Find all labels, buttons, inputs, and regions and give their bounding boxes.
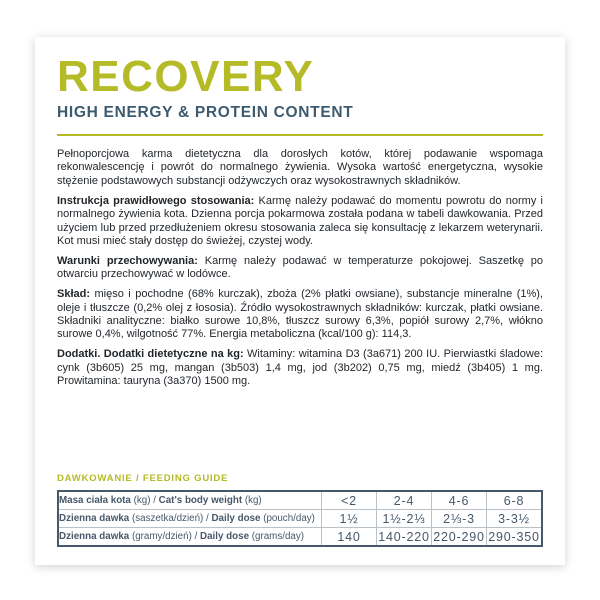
- value-cell: 140: [322, 528, 377, 547]
- page-subtitle: HIGH ENERGY & PROTEIN CONTENT: [57, 104, 354, 121]
- label-note-pl: (saszetka/dzień) /: [129, 513, 212, 524]
- paragraph-lead: Skład:: [57, 288, 91, 301]
- value-cell: 140-220: [377, 528, 432, 547]
- product-label-card: [35, 37, 565, 565]
- page-title: RECOVERY: [57, 52, 315, 101]
- paragraph-usage-instructions: [57, 195, 543, 249]
- label-pl: Dzienna dawka: [59, 531, 130, 542]
- paragraph-lead: Warunki przechowywania:: [57, 254, 198, 267]
- paragraph-additives: [57, 348, 543, 388]
- label-note-en: (kg): [242, 495, 262, 506]
- label-note-en: (pouch/day): [260, 513, 315, 524]
- label-pl: Dzienna dawka: [59, 513, 130, 524]
- value-cell: 1½-2⅓: [377, 510, 432, 528]
- value-cell: 6-8: [487, 491, 543, 510]
- value-cell: 1½: [322, 510, 377, 528]
- paragraph-storage-conditions: [57, 255, 543, 282]
- value-cell: 2⅓-3: [432, 510, 487, 528]
- label-note-pl: (kg) /: [130, 495, 159, 506]
- value-cell: 220-290: [432, 528, 487, 547]
- table-row-daily-dose-grams: [58, 528, 542, 547]
- label-pl: Masa ciała kota: [59, 495, 131, 506]
- feeding-guide-heading: DAWKOWANIE / FEEDING GUIDE: [57, 473, 229, 484]
- paragraph-lead: Dodatki. Dodatki dietetyczne na kg:: [57, 348, 244, 361]
- label-note-en: (grams/day): [249, 531, 305, 542]
- feeding-guide-table: [57, 490, 543, 547]
- paragraph-composition: [57, 288, 543, 342]
- row-label-cell: [58, 491, 322, 510]
- label-en: Daily dose: [200, 531, 250, 542]
- paragraph-text: Pełnoporcjowa karma dietetyczna dla dorosłych kotów, której podawanie wspomaga rekonwalescencję i powrót do normalnego żywienia. Wysoka wartość energetyczna, wysokie stężenie podstawowych substancji odżywczych oraz wysokostrawnych składników.: [57, 148, 543, 187]
- paragraph-text: Karmę należy podawać do momentu powrotu do normy i normalnego żywienia kota. Dzienna porcja pokarmowa została podana w tabeli dawkowania. Przed użyciem lub przed przedłużeniem okresu stosowania zaleca się konsultację z lekarzem weterynarii. Kot musi mieć stały dostęp do świeżej, czystej wody.: [57, 194, 543, 247]
- label-note-pl: (gramy/dzień) /: [129, 531, 201, 542]
- value-cell: 2-4: [377, 491, 432, 510]
- divider-line: [57, 134, 543, 136]
- paragraph-text: Karmę należy podawać w temperaturze pokojowej. Saszetkę po otwarciu przechowywać w lodówce.: [57, 254, 544, 281]
- value-cell: <2: [322, 491, 377, 510]
- paragraph-text: mięso i pochodne (68% kurczak), zboża (2% płatki owsiane), substancje mineralne (1%), oleje i tłuszcze (0,2% olej z łososia). Źródło wysokostrawnych składników: kurczak, płatki owsiane. Składniki analityczne: białko surowe 10,8%, tłuszcz surowy 6,3%, popiół surowy 2,7%, włókno surowe 0,4%, wilgotność 77%. Energia metaboliczna (kcal/100 g): 114,3.: [57, 288, 543, 341]
- label-en: Daily dose: [211, 513, 261, 524]
- label-en: Cat's body weight: [158, 495, 243, 506]
- paragraph-text: Witaminy: witamina D3 (3a671) 200 IU. Pierwiastki śladowe: cynk (3b605) 25 mg, mangan (3b503) 1,4 mg, jod (3b202) 0,75 mg, miedź (3b405) 1 mg. Prowitamina: tauryna (3a370) 1500 mg.: [57, 348, 543, 388]
- paragraph-description: [57, 148, 543, 188]
- feeding-guide-section: [57, 473, 543, 547]
- table-row-body-weight: [58, 491, 542, 510]
- value-cell: 3-3½: [487, 510, 543, 528]
- value-cell: 290-350: [487, 528, 543, 547]
- row-label-cell: [58, 510, 322, 528]
- value-cell: 4-6: [432, 491, 487, 510]
- row-label-cell: [58, 528, 322, 547]
- paragraph-lead: Instrukcja prawidłowego stosowania:: [57, 194, 255, 207]
- table-row-daily-dose-pouch: [58, 510, 542, 528]
